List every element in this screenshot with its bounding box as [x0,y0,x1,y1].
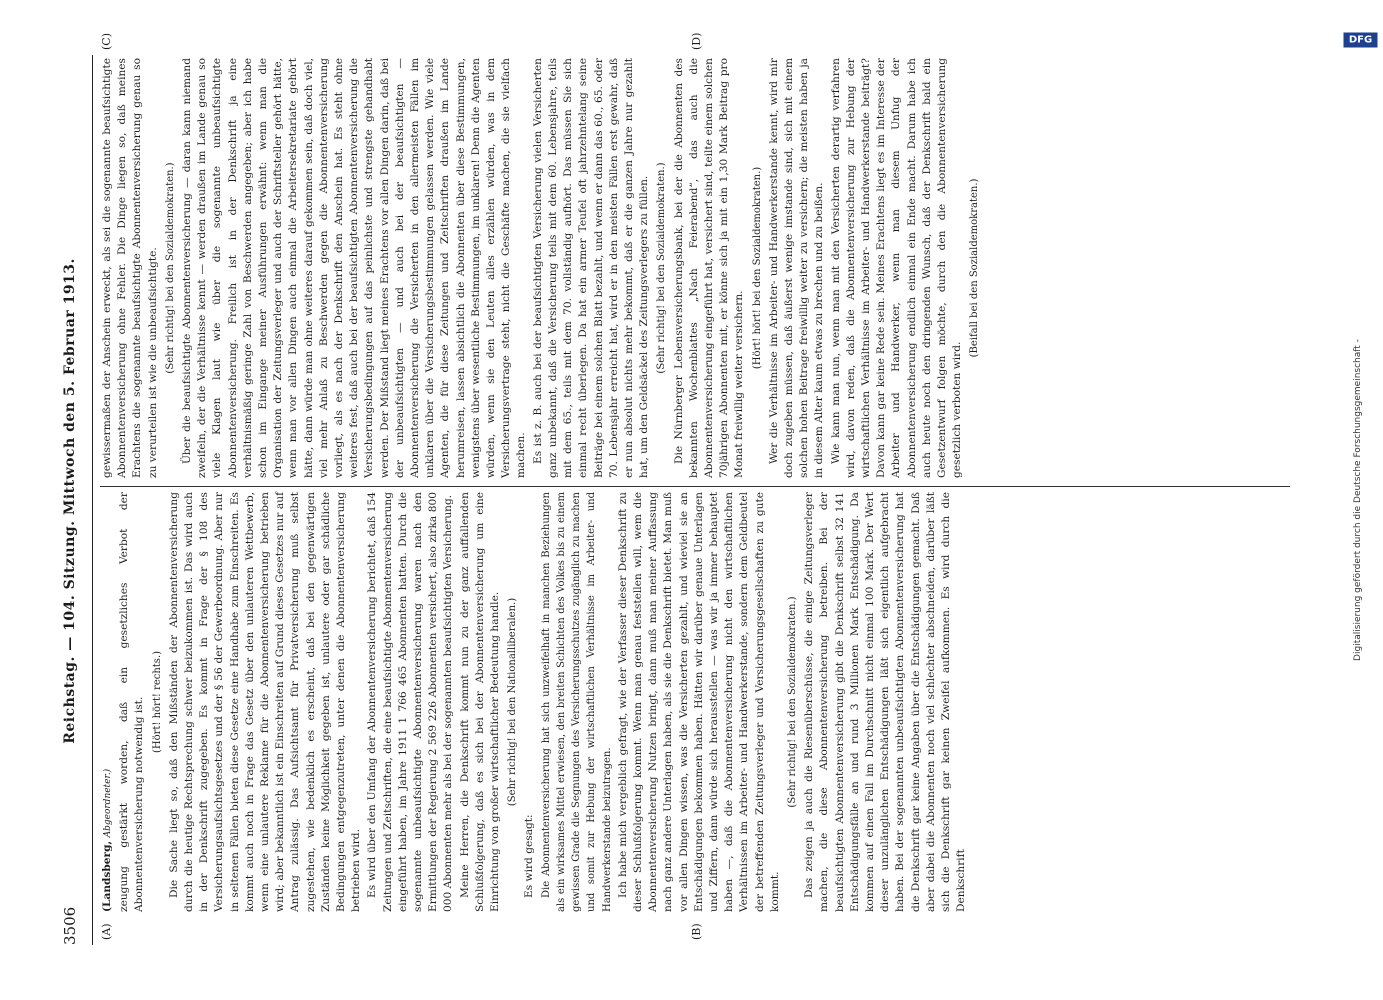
page-header [52,55,88,945]
margin-marker-b: (B) [690,923,703,940]
paragraph: Die Sache liegt so, daß den Mißständen der Abonnentenversicherung durch die heutige Rechtsprechung schwer beizukommen ist. Das wird auch in der Denkschrift zugegeben. Es kommt in Frage der § 108 des Versicherungsaufsichtsgesetzes und der § 56 der Gewerbeordnung. Aber nur in seltenen Fällen bieten diese Gesetze eine Handhabe zum Einschreiten. Es kommt auch noch in Frage das Gesetz über den unlauteren Wettbewerb, wenn eine unlautere Reklame für die Abonnentenversicherung betrieben wird; aber bekanntlich ist ein Einschreiten auf Grund dieses Gesetzes nur auf Antrag zulässig. Das Aufsichtsamt für Privatversicherung muß selbst zugestehen, wie bedenklich es erscheint, daß bei den gegenwärtigen Zuständen keine Möglichkeit gegeben ist, unlautere oder gar schädliche Bedingungen entgegenzutreten, unter denen die Abonnentenversicherung betrieben wird. [167,492,363,912]
margin-marker-c: (C) [100,33,113,50]
speaker-name: (Landsberg, [101,840,113,912]
paragraph: Das zeigen ja auch die Riesenüberschüsse, die einige Zeitungsverleger machen, die diese Abonnentenversicherung betreiben. Bei der beaufsichtigten Abonnentenversicherung gibt die Denkschrift selbst 32 141 Entschädigungsfälle an und rund 3 Millionen Mark Entschädigung. Da kommen auf einen Fall im Durchschnitt nicht einmal 100 Mark. Der Wert dieser unzulänglichen Entschädigungen läßt sich eigentlich aufgebracht haben. Bei der sogenannten unbeaufsichtigten Abonnentenversicherung hat die Denkschrift gar keine Angaben über die Entschädigungen gemacht. Daß aber dabei die Abonnenten noch viel schlechter abschneiden, darüber läßt sich die Denkschrift gar keinen Zweifel aufkommen. Es wird durch die Denkschrift [803,492,968,912]
interjection: (Hört! hört! rechts.) [151,650,163,754]
interjection: (Sehr richtig! bei den Nationalliberalen.) [507,597,519,807]
paragraph: Ich habe mich vergeblich gefragt, wie der Verfasser dieser Denkschrift zu dieser Schlußfolgerung kommt. Wenn man genau feststellen will, wem die Abonnentenversicherung Nutzen bringt, dann muß man meiner Auffassung nach ganz andere Unterlagen haben, als sie die Denkschrift bietet. Man muß vor allen Dingen wissen, was die Versicherten gezahlt, und wieviel sie an Entschädigungen bekommen haben. Hätten wir darüber genaue Unterlagen und Ziffern, dann würde sich herausstellen — was wir ja immer behauptet haben —, daß die Abonnentenversicherung nicht den wirtschaftlichen Verhältnissen im Arbeiter- und Handwerkerstande, sondern dem Geldbeutel der betreffenden Zeitungsverleger und Versicherungsgesellschaften zu gute kommt. [616,492,781,912]
interjection: (Beifall bei den Sozialdemokraten.) [969,178,981,358]
page-number: 3506 [61,906,79,945]
paragraph: Wie kann man nun, wenn man mit den Versicherten derartig verfahren wird, davon reden, daß die Abonnentenversicherung zur Hebung der wirtschaftlichen Verhältnisse im Arbeiter- und Handwerkerstande beiträgt? Davon kann gar keine Rede sein. Meines Erachtens liegt es im Interesse der Arbeiter und Handwerker, wenn man diesem Unfug der Abonnentenversicherung endlich einmal ein Ende macht. Darum habe ich auch heute noch den dringenden Wunsch, daß der Denkschrift bald ein Gesetzentwurf folgen möchte, durch den die Abonnentenversicherung gesetzlich verboten wird. [829,58,964,478]
paragraph: Es wird über den Umfang der Abonnentenversicherung berichtet, daß 154 Zeitungen und Zeitschriften, die eine beaufsichtigte Abonnentenversicherung eingeführt haben, im Jahre 1911 1 766 465 Abonnenten hatten. Durch die sogenannte unbeaufsichtigte Abonnentenversicherung waren nach den Ermittlungen der Regierung 2 569 226 Abonnenten versichert, also zirka 800 000 Abonnenten mehr als bei der sogenannten beaufsichtigten Versicherung. [366,492,455,912]
quotation: Die Abonnentenversicherung hat sich unzweifelhaft in manchen Beziehungen als ein wirksames Mittel erwiesen, den breiten Schichten des Volkes bis zu einem gewissen Grade die Segnungen des Versicherungsschutzes zugänglich zu machen und somit zur Hebung der wirtschaftlichen Verhältnisse im Arbeiter- und Handwerkerstande beizutragen. [540,492,613,912]
speaker-role: Abgeordneter.) [103,768,113,838]
margin-marker-d: (D) [690,32,703,50]
digitization-note: Digitalisierung gefördert durch die Deutsche Forschungsgemeinschaft - [1353,339,1363,661]
interjection: (Hört! hört! bei den Sozialdemokraten.) [751,166,763,370]
paragraph: Es ist z. B. auch bei der beaufsichtigten Versicherung vielen Versicherten ganz unbekannt, daß die Versicherung teils mit dem 60. Lebensjahre, teils mit dem 65., teils mit dem 70. vollständig aufhört. Das müssen Sie sich einmal recht überlegen. Da hat ein armer Teufel oft jahrzehntelang seine Beiträge bei einem solchen Blatt bezahlt, und wenn er dann das 60., 65. oder 70. Lebensjahr erreicht hat, wird er in den meisten Fällen erst gewahr, daß er nun absolut nichts mehr bekommt, daß er die ganzen Jahre nur gezahlt hat, um den Geldsäckel des Zeitungsverlegers zu füllen. [531,58,651,478]
dfg-logo: DFG [1344,33,1378,48]
column-divider [100,486,1290,487]
paragraph: Wer die Verhältnisse im Arbeiter- und Handwerkerstande kennt, wird mir doch zugeben müssen, daß äußerst wenige imstande sind, sich mit einem solchen hohen Beitrage freiwillig weiter zu versichern; die meisten haben ja in diesem Alter kaum etwas zu brechen und zu beißen. [767,58,826,478]
interjection: (Sehr richtig! bei den Sozialdemokraten.) [786,596,798,808]
paragraph: Die Nürnberger Lebensversicherungsbank, bei der die Abonnenten des bekannten Wochenblattes „Nach Feierabend“, das auch die Abonnentenversicherung eingeführt hat, versichert sind, teilte einem solchen 70jährigen Abonnenten mit, er könne sich ja mit ein 1,30 Mark Beitrag pro Monat freiwillig weiter versichern. [672,58,746,478]
header-rule [92,55,93,945]
speaker-line [100,492,116,912]
paragraph: Über die beaufsichtigte Abonnentenversicherung — daran kann niemand zweifeln, der die Verhältnisse kennt — werden draußen im Lande genau so viele Klagen laut wie über die sogenannte unbeaufsichtigte Abonnentenversicherung. Freilich ist in der Denkschrift ja eine verhältnismäßig geringe Zahl von Beschwerden angegeben; aber ich habe schon im Eingange meiner Ausführungen erwähnt: wenn man die Organisation der Zeitungsverleger und auch der Schriftsteller gehört hätte, wenn man vor allen Dingen auch einmal die Arbeitersekretariate gehört hätte, dann würde man ohne weiteres darauf gekommen sein, daß doch viel, viel mehr Anlaß zu Beschwerden gegen die Abonnentenversicherung vorliegt, als es nach der Denkschrift den Anschein hat. Es steht ohne weiteres fest, daß auch bei der beaufsichtigten Abonnentenversicherung die Versicherungsbedingungen auf das peinlichste und strengste gehandhabt werden. Der Mißstand liegt meines Erachtens vor allen Dingen darin, daß bei der unbeaufsichtigten — und auch bei der beaufsichtigten — Abonnentenversicherung die Versicherten in den allermeisten Fällen im unklaren über die Versicherungsbestimmungen gelassen werden. Wie viele Agenten, die für diese Zeitungen und Zeitschriften draußen im Lande herumreisen, lassen absichtlich die Abonnenten über diese Bestimmungen, wenigstens über wesentliche Bestimmungen, im unklaren! Denn die Agenten würden, wenn sie den Leuten alles erzählen würden, was in dem Versicherungsvertrage steht, nicht die Geschäfte machen, die sie vielfach machen. [181,58,528,478]
running-title: Reichstag. — 104. Sitzung. Mittwoch den 5. Februar 1913. [62,258,78,744]
interjection: (Sehr richtig! bei den Sozialdemokraten.) [656,162,668,374]
paragraph: gewissermaßen der Anschein erweckt, als sei die sogenannte beaufsichtigte Abonnentenversicherung ohne Fehler. Die Dinge liegen so, daß meines Erachtens die sogenannte beaufsichtigte Abonnentenversicherung genau so zu verurteilen ist wie die unbeaufsichtigte. [101,58,159,478]
paragraph: zeugung gestärkt worden, daß ein gesetzliches Verbot der Abonnentenversicherung notwendig ist. [118,492,146,912]
paragraph: Meine Herren, die Denkschrift kommt nun zu der ganz auffallenden Schlußfolgerung, daß es sich bei der Abonnentenversicherung um eine Einrichtung von großer wirtschaftlicher Bedeutung handle. [458,492,502,912]
right-column [100,58,985,478]
margin-marker-a: (A) [100,923,113,940]
paragraph: Es wird gesagt: [523,814,536,898]
left-column [100,492,970,912]
interjection: (Sehr richtig! bei den Sozialdemokraten.) [164,162,176,374]
